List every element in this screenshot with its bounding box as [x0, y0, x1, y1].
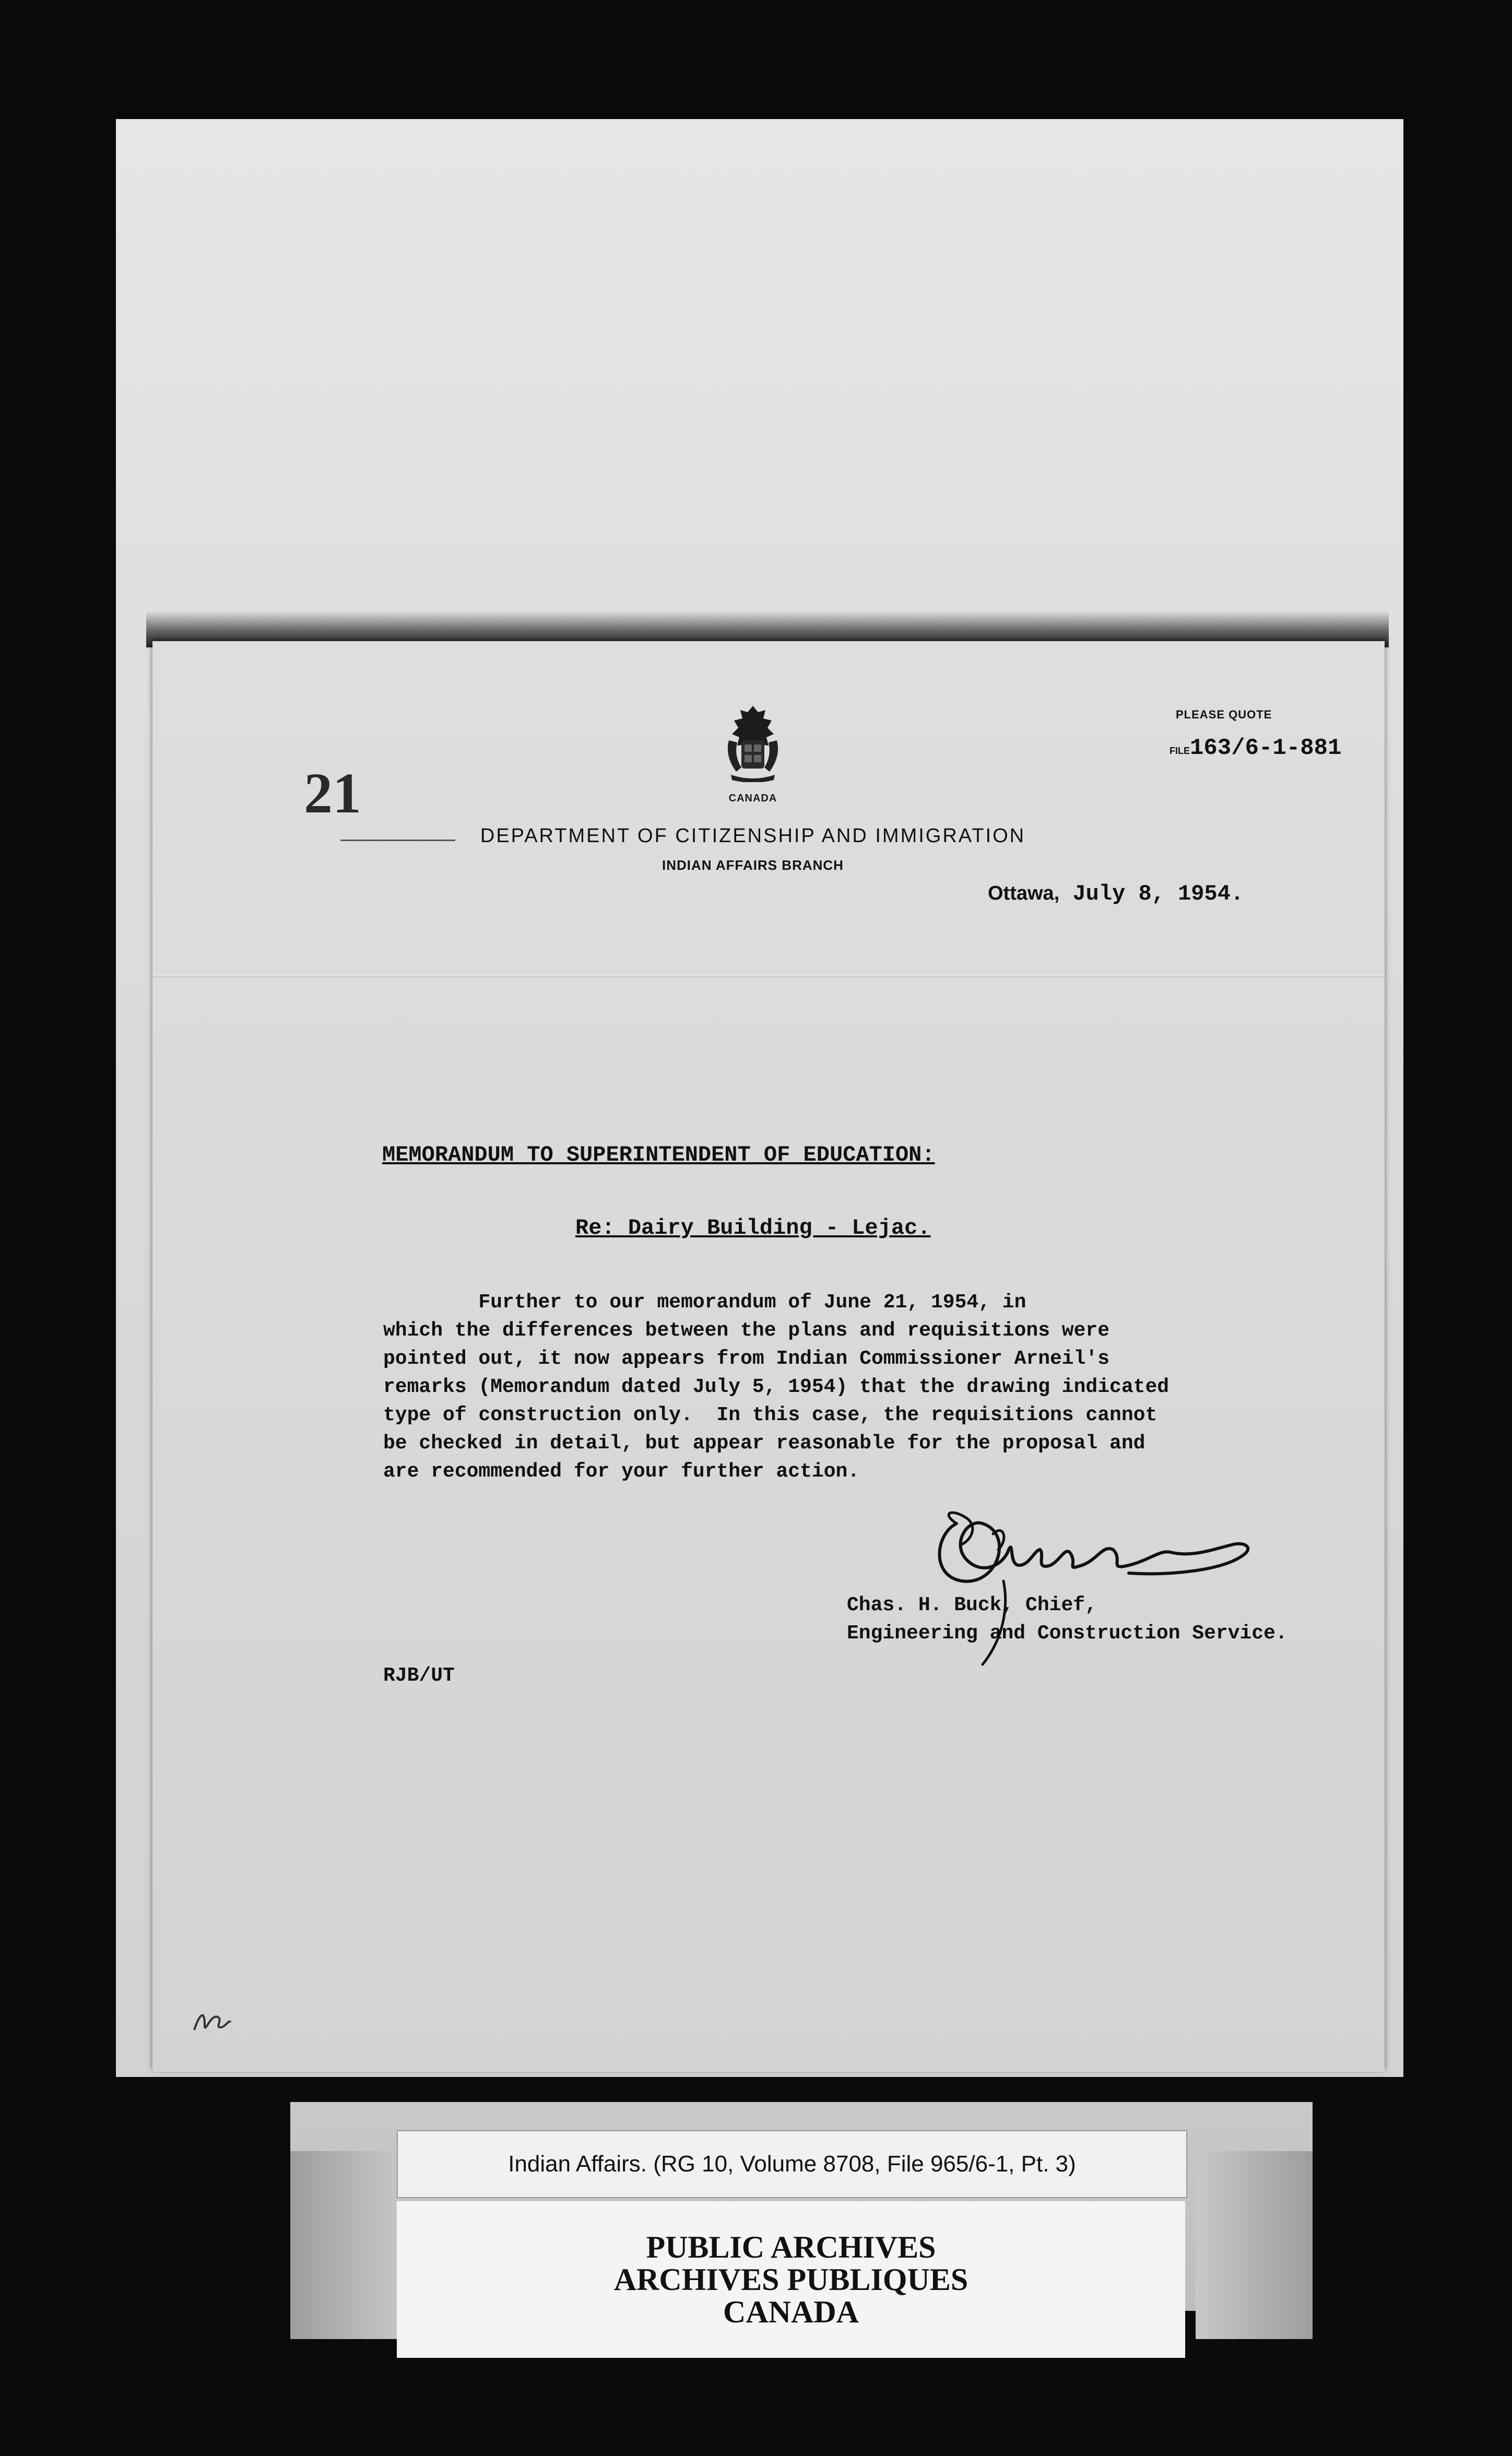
date-line	[988, 881, 1244, 906]
holder-edge-right	[1196, 2151, 1313, 2339]
file-number-value: 163/6-1-881	[1190, 735, 1342, 761]
typist-initials: RJB/UT	[383, 1664, 455, 1687]
coat-of-arms-icon	[722, 704, 784, 782]
holder-edge-left	[290, 2151, 405, 2339]
signatory-title: Engineering and Construction Service.	[847, 1622, 1287, 1645]
file-number	[1170, 735, 1341, 761]
archive-line-2: ARCHIVES PUBLIQUES	[613, 2262, 968, 2297]
memo-subject: Re: Dairy Building - Lejac.	[575, 1215, 931, 1241]
signature-block	[847, 1591, 1287, 1648]
archive-stamp-label	[397, 2201, 1185, 2358]
page-crease	[152, 975, 1385, 977]
memo-title: MEMORANDUM TO SUPERINTENDENT OF EDUCATION:	[382, 1142, 935, 1167]
pencil-initials-mark	[189, 1999, 236, 2040]
date-text: July 8, 1954.	[1072, 881, 1244, 906]
please-quote-label: PLEASE QUOTE	[1176, 708, 1272, 721]
archive-line-1: PUBLIC ARCHIVES	[646, 2230, 936, 2264]
memo-body: Further to our memorandum of June 21, 1954, in which the differences between the plans and requisitions were pointed out, it now appears from Indian Commissioner Arneil's remarks (Memorandum dated July 5, 1954) that the drawing indicated type of construction only. In this case, the requisitions cannot be checked in detail, but appear reasonable for the proposal and are recommended for your further action.	[383, 1291, 1170, 1483]
department-title: DEPARTMENT OF CITIZENSHIP AND IMMIGRATION	[480, 825, 1026, 847]
branch-title: INDIAN AFFAIRS BRANCH	[662, 857, 844, 873]
signatory-name: Chas. H. Buck, Chief,	[847, 1594, 1097, 1616]
handwritten-signature	[878, 1503, 1275, 1675]
date-city: Ottawa,	[988, 882, 1060, 904]
memorandum-page	[152, 641, 1385, 2072]
archive-citation: Indian Affairs. (RG 10, Volume 8708, File 965/6-1, Pt. 3)	[508, 2151, 1076, 2177]
file-label: FILE	[1170, 746, 1190, 756]
country-label: CANADA	[728, 793, 777, 804]
page-number-mark: 21	[304, 761, 361, 825]
archive-line-3: CANADA	[723, 2295, 859, 2329]
archive-citation-label	[397, 2130, 1187, 2198]
